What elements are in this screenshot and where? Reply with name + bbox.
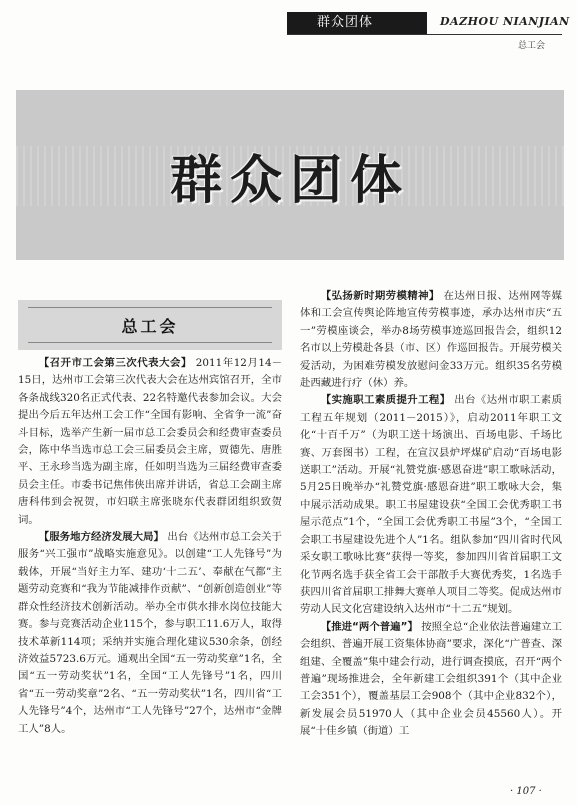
article-lead: 【推进“两个普遍”】 (320, 620, 418, 633)
page-number: · 107 · (510, 786, 542, 797)
chapter-title: 群众团体 (169, 149, 410, 211)
article-paragraph (300, 392, 562, 618)
article-lead: 【召开市工会第三次代表大会】 (38, 357, 192, 369)
header-rule (287, 34, 562, 35)
article-lead: 【实施职工素质提升工程】 (320, 394, 451, 407)
left-column (18, 355, 282, 738)
article-lead: 【弘扬新时期劳模精神】 (320, 290, 440, 302)
section-heading: 总工会 (18, 300, 282, 350)
chapter-banner (16, 90, 564, 260)
right-column (300, 288, 562, 741)
article-text: 2011年12月14－15日，达州市工会第三次代表大会在达州宾馆召开，全市各条战线320名正式代表、22名特邀代表参加会议。大会提出今后五年达州工会工作“全国有影响、全省争一流”奋斗目标，选举产生新一届市总工会委员会和经费审查委员会，陈中华当选市总工会三届委员会主席，贾德先、唐胜平、王永珍当选为副主席，任如明当选为三届经费审查委员会主任。市委书记焦伟侠出席并讲话，省总工会副主席唐科伟到会祝贺，市妇联主席张晓东代表群团组织致贺词。 (18, 357, 283, 526)
section-tab: 群众团体 (287, 12, 427, 34)
article-paragraph (300, 288, 562, 392)
header-sub-label: 总工会 (518, 41, 546, 51)
article-text: 在达州日报、达州网等媒体和工会宣传舆论阵地宣传劳模事迹，承办达州市庆“五一”劳模座谈会，举办8场劳模事迹巡回报告会，组织12名市以上劳模赴各县（市、区）作巡回报告。开展劳模关爱活动，为困难劳模发放慰问金33万元。组织35名劳模赴西藏进行疗（休）养。 (300, 290, 563, 390)
running-title: DAZHOU NIANJIAN (440, 15, 570, 28)
article-text: 出台《达州市职工素质工程五年规划（2011－2015）》，启动2011年职工文化“十百千万”（为职工送十场演出、百场电影、千场比赛、万套图书）工程，在宣汉县炉坪煤矿启动“百场电影送职工”活动。开展“礼赞党旗·感恩奋进”职工歌咏活动，5月25日晚举办“礼赞党旗·感恩奋进”职工歌咏大会，集中展示活动成果。职工书屋建设获“全国工会优秀职工书屋示范点”1个，“全国工会优秀职工书屋”3个，“全国工会职工书屋建设先进个人”1名。组队参加“四川省时代风采女职工歌咏比赛”获得一等奖，参加四川省首届职工文化节两名选手获全省工会干部散手大赛优秀奖，1名选手获四川省首届职工排舞大赛单人项目二等奖。促成达州市劳动人民文化宫建设纳入达州市“十二五”规划。 (300, 394, 563, 616)
article-paragraph (18, 529, 282, 738)
article-paragraph (300, 619, 562, 741)
article-text: 按照全总“企业依法普遍建立工会组织、普遍开展工资集体协商”要求，深化“广普查、深组建、全覆盖”集中建会行动，进行调查摸底，召开“两个普遍”现场推进会，全年新建工会组织391个（其中企业工会351个），覆盖基层工会908个（其中企业832个），新发展会员51970人（其中企业会员45560人）。开展“十佳乡镇（街道）工 (300, 620, 562, 738)
article-lead: 【服务地方经济发展大局】 (38, 531, 164, 544)
article-paragraph (18, 355, 282, 529)
article-text: 出台《达州市总工会关于服务“兴工强市”战略实施意见》。以创建“工人先锋号”为载体，开展“当好主力军、建功‘十二五’、奉献在气都”主题劳动竞赛和“我为节能减排作贡献”、“创新创造创业”等群众性经济技术创新活动。举办全市供水排水岗位技能大赛。参与竞赛活动企业115个，参与职工11.6万人，取得技术革新114项；采纳并实施合理化建议530余条，创经济效益5723.6万元。通观出全国“五一劳动奖章”1名，全国“五一劳动奖状”1名，全国“工人先锋号”1名，四川省“五一劳动奖章”2名、“五一劳动奖状”1名，四川省“工人先锋号”4个，达州市“工人先锋号”27个，达州市“金牌工人”8人。 (18, 531, 283, 735)
